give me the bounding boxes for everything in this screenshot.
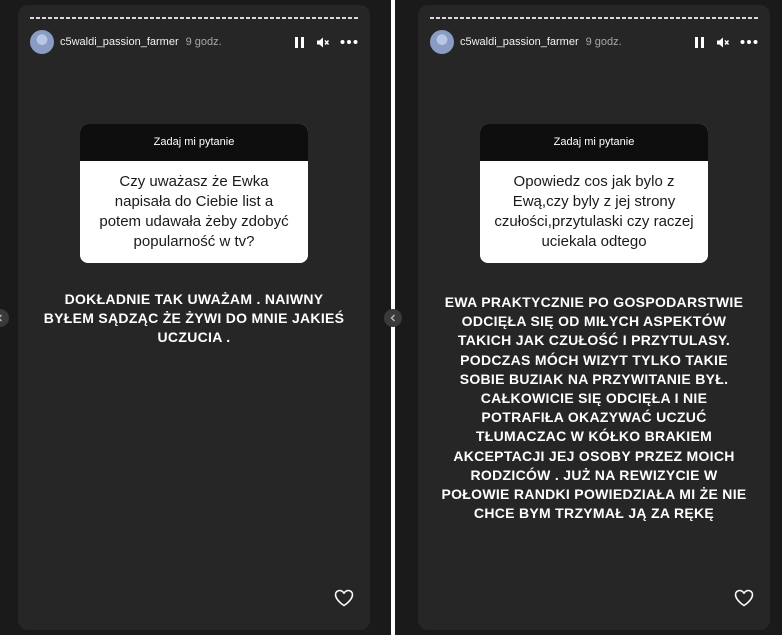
story-controls [294,36,358,49]
answer-text: DOKŁADNIE TAK UWAŻAM . NAIWNY BYŁEM SĄDZĄC ŻE ŻYWI DO MNIE JAKIEŚ UCZUCIA . [43,291,345,345]
story-card-right[interactable] [418,5,770,630]
more-icon[interactable] [740,39,758,45]
story-progress-bar [30,17,358,19]
mute-icon[interactable] [316,36,330,49]
heart-icon[interactable] [734,589,754,612]
timestamp: 9 godz. [185,36,222,48]
story-header [30,29,358,55]
more-icon[interactable] [340,39,358,45]
question-sticker-header: Zadaj mi pytanie [80,124,308,161]
chevron-left-icon [389,309,397,327]
heart-icon[interactable] [334,589,354,612]
question-text: Czy uważasz że Ewka napisała do Ciebie list a potem udawała żeby zdobyć popularność w tv? [99,173,289,250]
story-controls [694,36,758,49]
question-sticker [480,124,708,263]
question-sticker [80,124,308,263]
story-header [430,29,758,55]
avatar[interactable] [430,30,454,54]
timestamp: 9 godz. [585,36,622,48]
question-text: Opowiedz cos jak bylo z Ewą,czy byly z jej strony czułości,przytulaski czy raczej uciekala odtego [494,173,694,250]
avatar[interactable] [30,30,54,54]
mute-icon[interactable] [716,36,730,49]
next-story-button[interactable] [384,309,402,327]
username[interactable]: c5waldi_passion_farmer [460,36,579,48]
pause-icon[interactable] [694,36,706,49]
answer-text: EWA PRAKTYCZNIE PO GOSPODARSTWIE ODCIĘŁA SIĘ OD MIŁYCH ASPEKTÓW TAKICH JAK CZUŁOŚĆ I PRZYTULASY. PODCZAS MÓCH WIZYT TYLKO TAKIE SOBIE BUZIAK NA PRZYWITANIE BYŁ. CAŁKOWICIE SIĘ ODCIĘŁA I NIE POTRAFIŁA OKAZYWAĆ UCZUĆ TŁUMACZAC W KÓŁKO BRAKIEM AKCEPTACJI JEJ OSOBY PRZEZ MOICH RODZICÓW . JUŻ NA REWIZYCIE W POŁOWIE RANDKI POWIEDZIAŁA MI ŻE NIE CHCE BYM TRZYMAŁ JĄ ZA RĘKĘ [441,294,747,522]
prev-story-button[interactable] [0,309,9,327]
question-sticker-header: Zadaj mi pytanie [480,124,708,161]
story-progress-bar [430,17,758,19]
chevron-left-icon [0,309,4,327]
username[interactable]: c5waldi_passion_farmer [60,36,179,48]
pause-icon[interactable] [294,36,306,49]
story-card-left[interactable] [18,5,370,630]
